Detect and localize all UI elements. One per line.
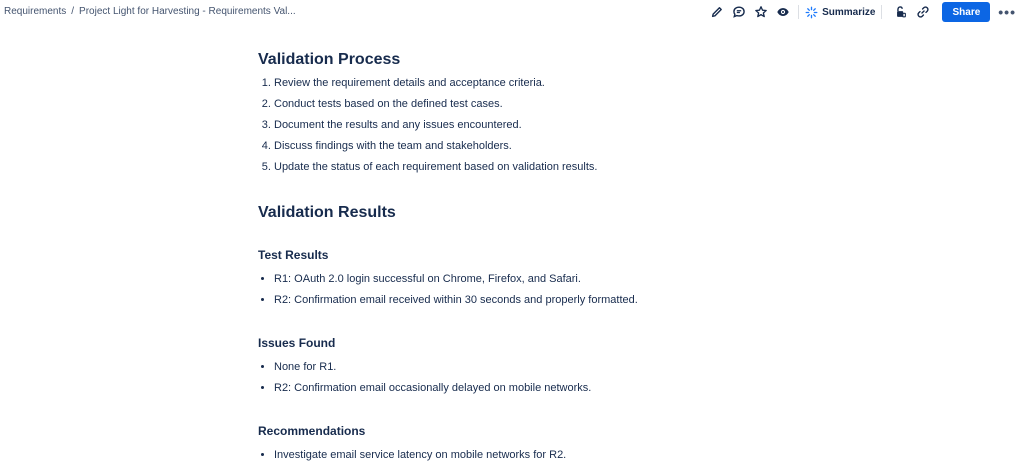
top-bar [0,0,1024,24]
summarize-button[interactable] [805,6,875,19]
page-toolbar [704,2,1016,22]
test-results-heading: Test Results [258,248,329,262]
breadcrumb-item-requirements[interactable]: Requirements [4,6,67,17]
list-item: 1. Review the requirement details and acceptance criteria. [274,77,974,90]
test-results-list [258,273,974,315]
summarize-label: Summarize [822,6,876,18]
watch-icon[interactable] [774,3,792,21]
list-item: • R1: OAuth 2.0 login successful on Chrome, Firefox, and Safari. [274,273,974,286]
issues-found-list [258,361,974,403]
breadcrumb-separator: / [71,6,75,17]
recommendations-heading: Recommendations [258,424,366,438]
restrictions-icon[interactable] [892,3,910,21]
list-item: 2. Conduct tests based on the defined test cases. [274,98,974,111]
validation-process-list [258,77,974,182]
breadcrumb-item-page[interactable]: Project Light for Harvesting - Requirements Val... [79,6,296,17]
summarize-icon [805,6,818,19]
list-item: • R2: Confirmation email occasionally delayed on mobile networks. [274,382,974,395]
edit-icon[interactable] [708,3,726,21]
list-item: 4. Discuss findings with the team and stakeholders. [274,140,974,153]
list-item: • Investigate email service latency on mobile networks for R2. [274,449,974,462]
list-item: • None for R1. [274,361,974,374]
share-button[interactable]: Share [942,2,990,22]
recommendations-list [258,449,974,470]
link-icon[interactable] [914,3,932,21]
validation-process-heading: Validation Process [258,51,401,68]
issues-found-heading: Issues Found [258,336,336,350]
list-item: • R2: Confirmation email received within 30 seconds and properly formatted. [274,294,974,307]
comment-icon[interactable] [730,3,748,21]
validation-results-heading: Validation Results [258,204,396,221]
toolbar-divider [798,5,799,19]
star-icon[interactable] [752,3,770,21]
breadcrumb [4,6,296,17]
list-item: 5. Update the status of each requirement based on validation results. [274,161,974,174]
list-item: 3. Document the results and any issues encountered. [274,119,974,132]
toolbar-divider [881,5,882,19]
more-actions-icon[interactable]: ••• [998,4,1016,20]
